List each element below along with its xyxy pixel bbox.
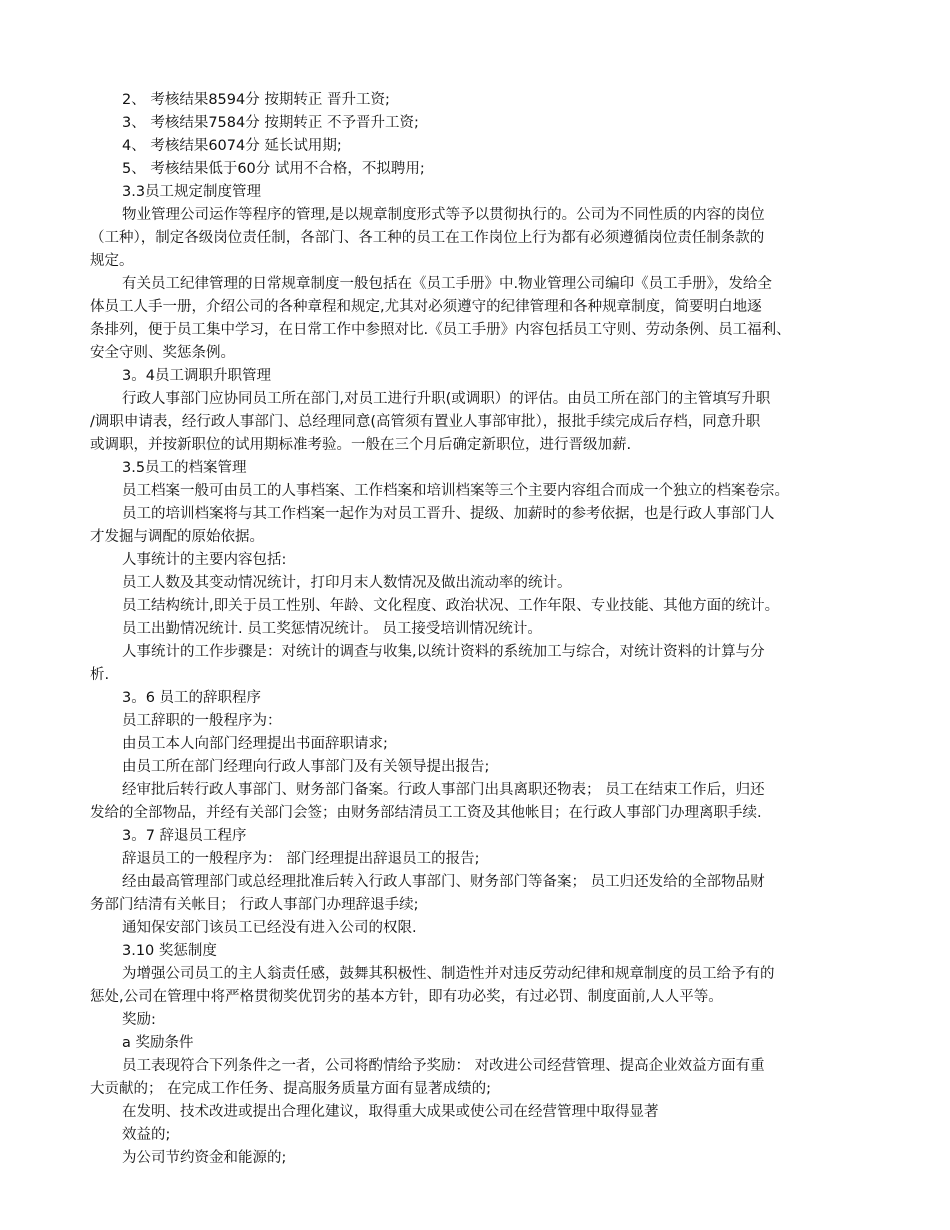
text-line: 为公司节约资金和能源的;	[122, 1150, 287, 1166]
text-line: 由员工本人向部门经理提出书面辞职请求;	[122, 736, 388, 752]
text-line: 经审批后转行政人事部门、财务部门备案。行政人事部门出具离职还物表； 员工在结束工作后，归还	[122, 782, 765, 798]
text-line: 人事统计的工作步骤是：对统计的调查与收集,以统计资料的系统加工与综合，对统计资料的计算与分	[122, 644, 765, 660]
text-line: 体员工人手一册，介绍公司的各种章程和规定,尤其对必须遵守的纪律管理和各种规章制度，简要明白地逐	[90, 299, 762, 315]
text-line: 3.10 奖惩制度	[122, 943, 217, 959]
text-line: 物业管理公司运作等程序的管理,是以规章制度形式等予以贯彻执行的。公司为不同性质的内容的岗位	[122, 207, 765, 223]
text-line: 安全守则、奖惩条例。	[90, 345, 235, 361]
text-line: （工种），制定各级岗位责任制，各部门、各工种的员工在工作岗位上行为都有必须遵循岗位责任制条款的	[90, 230, 765, 246]
text-line: 才发掘与调配的原始依据。	[90, 529, 264, 545]
text-line: 3。7 辞退员工程序	[122, 828, 247, 844]
text-line: 由员工所在部门经理向行政人事部门及有关领导提出报告;	[122, 759, 490, 775]
text-line: 5、 考核结果低于60分 试用不合格，不拟聘用;	[122, 161, 425, 177]
text-line: 员工档案一般可由员工的人事档案、工作档案和培训档案等三个主要内容组合而成一个独立的档案卷宗。	[122, 483, 789, 499]
text-line: 人事统计的主要内容包括:	[122, 552, 287, 568]
text-line: 效益的;	[122, 1127, 171, 1143]
text-line: 3、 考核结果7584分 按期转正 不予晋升工资;	[122, 115, 419, 131]
text-line: 员工人数及其变动情况统计，打印月末人数情况及做出流动率的统计。	[122, 575, 572, 591]
text-line: /调职申请表，经行政人事部门、总经理同意(高管须有置业人事部审批），报批手续完成后存档，同意升职	[90, 414, 761, 430]
text-line: 大贡献的； 在完成工作任务、提高服务质量方面有显著成绩的;	[90, 1081, 491, 1097]
text-line: 在发明、技术改进或提出合理化建议，取得重大成果或使公司在经营管理中取得显著	[122, 1104, 659, 1120]
text-line: 或调职，并按新职位的试用期标准考验。一般在三个月后确定新职位，进行晋级加薪.	[90, 437, 632, 453]
text-line: 员工表现符合下列条件之一者，公司将酌情给予奖励： 对改进公司经营管理、提高企业效益方面有重	[122, 1058, 765, 1074]
text-line: 条排列，便于员工集中学习，在日常工作中参照对比.《员工手册》内容包括员工守则、劳动条例、员工福利、	[90, 322, 791, 338]
text-line: 务部门结清有关帐目； 行政人事部门办理辞退手续;	[90, 897, 419, 913]
text-line: 2、 考核结果8594分 按期转正 晋升工资;	[122, 92, 390, 108]
text-line: 员工的培训档案将与其工作档案一起作为对员工晋升、提级、加薪时的参考依据，也是行政人事部门人	[122, 506, 775, 522]
text-line: 员工出勤情况统计. 员工奖惩情况统计。 员工接受培训情况统计。	[122, 621, 542, 637]
text-line: 奖励:	[122, 1012, 156, 1028]
text-line: 3。6 员工的辞职程序	[122, 690, 262, 706]
text-line: a 奖励条件	[122, 1035, 194, 1051]
text-line: 3.3员工规定制度管理	[122, 184, 262, 200]
text-line: 3.5员工的档案管理	[122, 460, 247, 476]
text-line: 规定。	[90, 253, 134, 269]
text-line: 发给的全部物品，并经有关部门会签；由财务部结清员工工资及其他帐目；在行政人事部门办理离职手续.	[90, 805, 762, 821]
text-line: 为增强公司员工的主人翁责任感，鼓舞其积极性、制造性并对违反劳动纪律和规章制度的员工给予有的	[122, 966, 775, 982]
text-line: 有关员工纪律管理的日常规章制度一般包括在《员工手册》中.物业管理公司编印《员工手册》，发给全	[122, 276, 772, 292]
text-line: 惩处,公司在管理中将严格贯彻奖优罚劣的基本方针，即有功必奖，有过必罚、制度面前,人人平等。	[90, 989, 723, 1005]
text-line: 员工辞职的一般程序为：	[122, 713, 282, 729]
text-line: 析.	[90, 667, 110, 683]
text-line: 员工结构统计,即关于员工性别、年龄、文化程度、政治状况、工作年限、专业技能、其他方面的统计。	[122, 598, 780, 614]
text-line: 经由最高管理部门或总经理批准后转入行政人事部门、财务部门等备案； 员工归还发给的全部物品财	[122, 874, 765, 890]
text-line: 3。4员工调职升职管理	[122, 368, 271, 384]
text-line: 辞退员工的一般程序为： 部门经理提出辞退员工的报告;	[122, 851, 480, 867]
text-line: 行政人事部门应协同员工所在部门,对员工进行升职(或调职）的评估。由员工所在部门的主管填写升职	[122, 391, 771, 407]
text-line: 4、 考核结果6074分 延长试用期;	[122, 138, 342, 154]
text-line: 通知保安部门该员工已经没有进入公司的权限.	[122, 920, 417, 936]
